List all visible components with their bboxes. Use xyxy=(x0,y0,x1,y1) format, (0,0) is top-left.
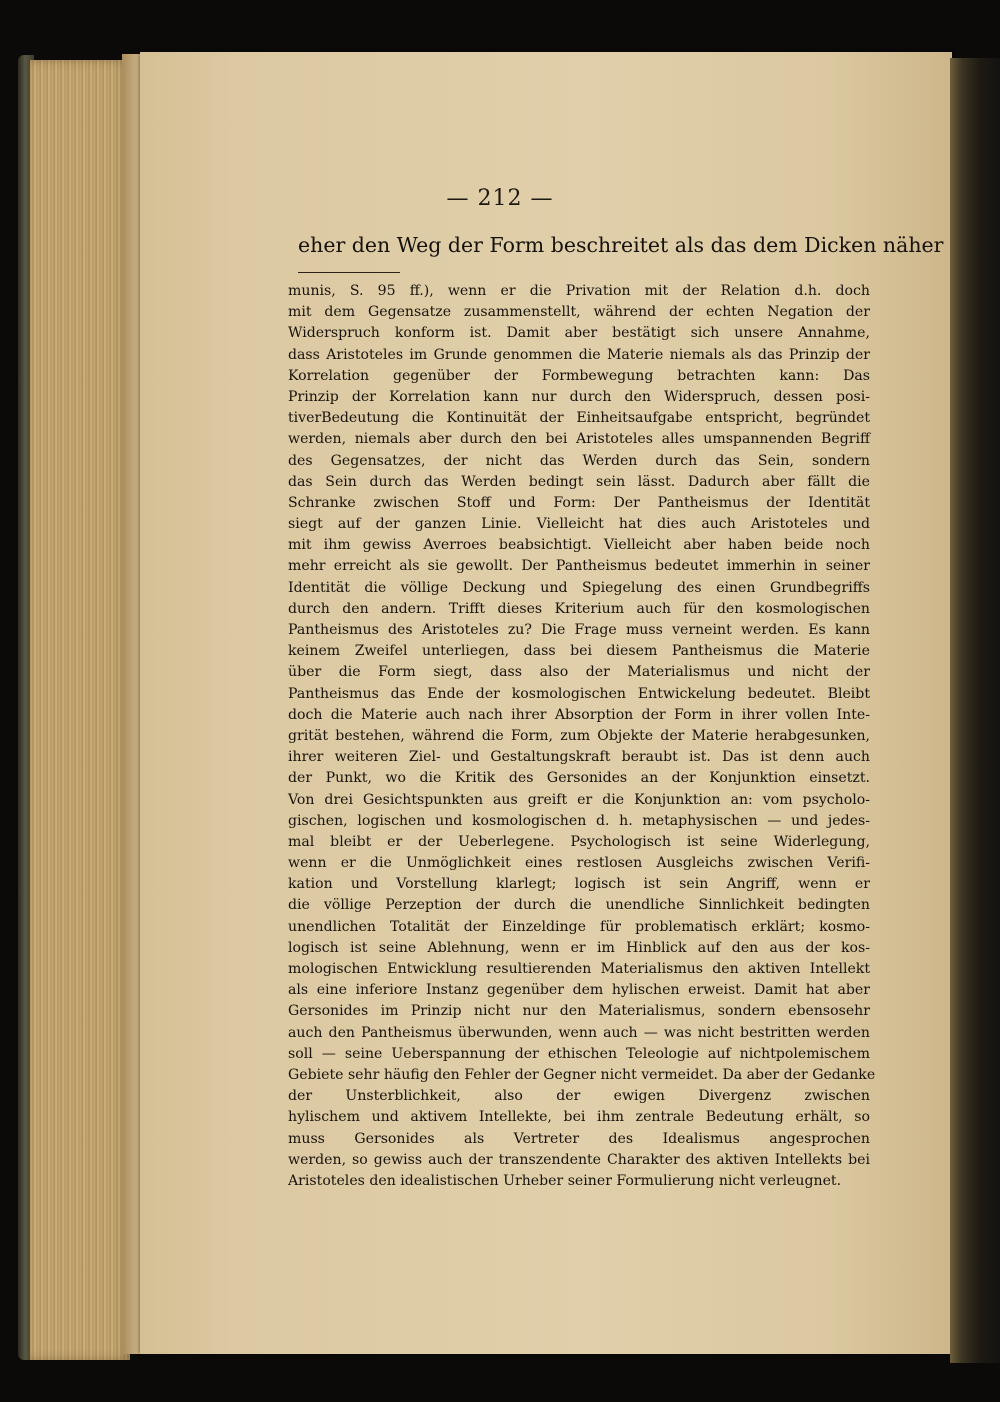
footnote-line: hylischem und aktivem Intellekte, bei ihm zentrale Bedeutung erhält, so xyxy=(288,1109,870,1126)
footnote-line: kation und Vorstellung klarlegt; logisch ist sein Angriff, wenn er xyxy=(288,876,870,893)
footnote-line: des Gegensatzes, der nicht das Werden durch das Sein, sondern xyxy=(288,452,870,469)
body-text-line: eher den Weg der Form beschreitet als das dem Dicken näher xyxy=(298,233,944,257)
footnote-line: logisch ist seine Ablehnung, wenn er im Hinblick auf den aus der kos- xyxy=(288,939,870,956)
page-edges xyxy=(30,60,130,1360)
footnote-line: werden, niemals aber durch den bei Aristoteles alles umspannenden Begriff xyxy=(288,431,870,448)
footnote-line: werden, so gewiss auch der transzendente Charakter des aktiven Intellekts bei xyxy=(288,1151,870,1168)
footnote-line: Korrelation gegenüber der Formbewegung betrachten kann: Das xyxy=(288,367,870,384)
footnote-line: als eine inferiore Instanz gegenüber dem hylischen erweist. Damit hat aber xyxy=(288,982,870,999)
footnote-line: Identität die völlige Deckung und Spiegelung des einen Grundbegriffs xyxy=(288,579,870,596)
footnote-line: das Sein durch das Werden bedingt sein lässt. Dadurch aber fällt die xyxy=(288,473,870,490)
footnote-line: mit dem Gegensatze zusammenstellt, während der echten Negation der xyxy=(288,304,870,321)
footnote-line: Widerspruch konform ist. Damit aber bestätigt sich unsere Annahme, xyxy=(288,325,870,342)
footnote-line: muss Gersonides als Vertreter des Idealismus angesprochen xyxy=(288,1130,870,1147)
footnote-line: Pantheismus das Ende der kosmologischen Entwickelung bedeutet. Bleibt xyxy=(288,685,870,702)
page-number: — 212 — xyxy=(446,186,554,211)
footnote-line: durch den andern. Trifft dieses Kriterium auch für den kosmologischen xyxy=(288,600,870,617)
footnote-rule xyxy=(298,272,400,273)
footnote-line: munis, S. 95 ff.), wenn er die Privation mit der Relation d.h. doch xyxy=(288,283,870,299)
footnote-line: dass Aristoteles im Grunde genommen die Materie niemals als das Prinzip der xyxy=(288,346,870,363)
footnote-line: Aristoteles den idealistischen Urheber seiner Formulierung nicht verleugnet. xyxy=(288,1172,842,1189)
footnote-line: keinem Zweifel unterliegen, dass bei diesem Pantheismus die Materie xyxy=(288,643,870,660)
footnote-line: soll — seine Ueberspannung der ethischen Teleologie auf nichtpolemischem xyxy=(288,1045,870,1062)
footnote-line: tiverBedeutung die Kontinuität der Einheitsaufgabe entspricht, begründet xyxy=(288,410,870,427)
footnote-line: gischen, logischen und kosmologischen d. h. metaphysischen — und jedes- xyxy=(288,812,870,829)
footnote-line: der Punkt, wo die Kritik des Gersonides an der Konjunktion einsetzt. xyxy=(288,770,870,787)
footnote-line: siegt auf der ganzen Linie. Vielleicht hat dies auch Aristoteles und xyxy=(288,516,870,533)
footnote-line: mehr erreicht als sie gewollt. Der Pantheismus bedeutet immerhin in seiner xyxy=(288,558,870,575)
footnote-line: mologischen Entwicklung resultierenden Materialismus den aktiven Intellekt xyxy=(288,961,870,977)
footnote-line: die völlige Perzeption der durch die unendliche Sinnlichkeit bedingten xyxy=(288,897,870,914)
footnote-line: Gersonides im Prinzip nicht nur den Materialismus, sondern ebensosehr xyxy=(288,1003,870,1020)
footnote-line: Schranke zwischen Stoff und Form: Der Pantheismus der Identität xyxy=(288,494,870,511)
footnote-line: doch die Materie auch nach ihrer Absorption der Form in ihrer vollen Inte- xyxy=(288,706,870,723)
footnote-line: Prinzip der Korrelation kann nur durch den Widerspruch, dessen posi- xyxy=(288,388,870,405)
footnote-line: der Unsterblichkeit, also der ewigen Divergenz zwischen xyxy=(288,1088,870,1105)
footnote-line: wenn er die Unmöglichkeit eines restlosen Ausgleichs zwischen Verifi- xyxy=(288,855,870,872)
footnote-line: Von drei Gesichtspunkten aus greift er die Konjunktion an: vom psycholo- xyxy=(288,791,870,808)
footnote-line: grität bestehen, während die Form, zum Objekte der Materie herabgesunken, xyxy=(288,727,870,744)
footnote-line: unendlichen Totalität der Einzeldinge für problematisch erklärt; kosmo- xyxy=(288,918,870,935)
book-cover-right xyxy=(950,58,1000,1363)
footnote-line: Gebiete sehr häufig den Fehler der Gegner nicht vermeidet. Da aber der Gedanke xyxy=(288,1066,876,1083)
footnote-line: auch den Pantheismus überwunden, wenn auch — was nicht bestritten werden xyxy=(288,1024,870,1041)
footnote-line: mal bleibt er der Ueberlegene. Psychologisch ist seine Widerlegung, xyxy=(288,833,870,850)
footnote-line: über die Form siegt, dass also der Materialismus und nicht der xyxy=(288,664,870,681)
footnote-line: ihrer weiteren Ziel- und Gestaltungskraft beraubt ist. Das ist denn auch xyxy=(288,749,870,766)
footnote-line: Pantheismus des Aristoteles zu? Die Frage muss verneint werden. Es kann xyxy=(288,622,870,638)
footnote-line: mit ihm gewiss Averroes beabsichtigt. Vielleicht aber haben beide noch xyxy=(288,537,870,554)
footnote-text xyxy=(288,281,876,1192)
